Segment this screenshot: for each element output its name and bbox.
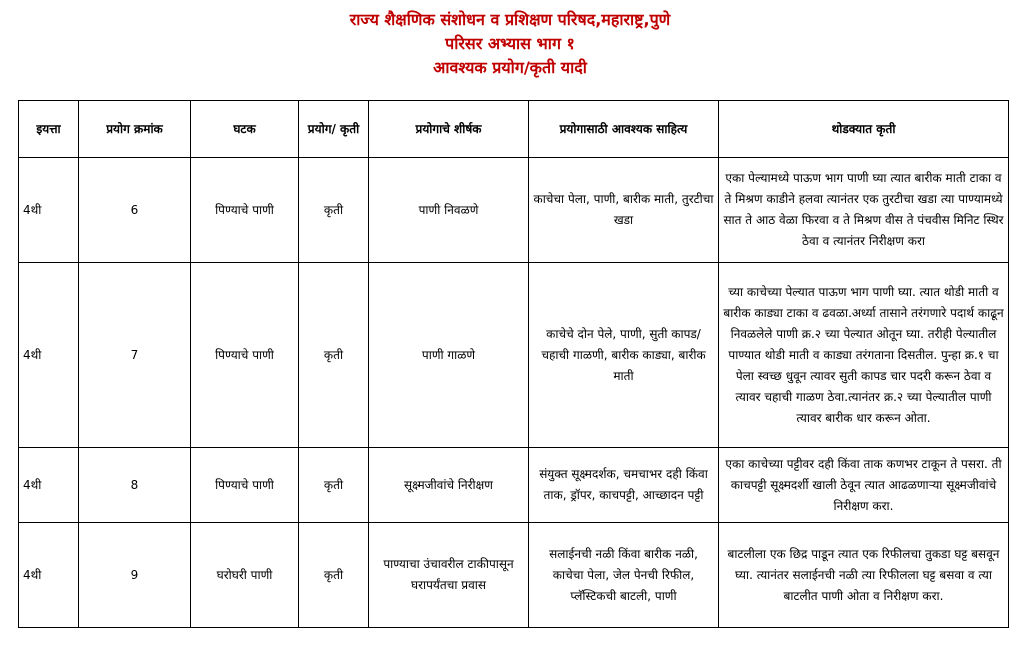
document-header (0, 0, 1020, 92)
cell-procedure: एका काचेच्या पट्टीवर दही किंवा ताक कणभर टाकून ते पसरा. ती काचपट्टी सूक्ष्मदर्शी खाली ठेवून त्यात आढळणाऱ्या सूक्ष्मजीवांचे निरीक्षण करा. (719, 448, 1009, 523)
cell-procedure: च्या काचेच्या पेल्यात पाऊण भाग पाणी घ्या. त्यात थोडी माती व बारीक काड्या टाका व ढवळा.अर्ध्या तासाने तरंगणारे पदार्थ काढून निवळलेले पाणी क्र.२ च्या पेल्यात ओतून घ्या. तरीही पेल्यातील पाण्यात थोडी माती व काड्या तरंगताना दिसतील. पुन्हा क्र.१ चा पेला स्वच्छ धुवून त्यावर सुती कापड चार पदरी करून ठेवा व त्यावर चहाची गाळण ठेवा.त्यानंतर क्र.२ च्या पेल्यातील पाणी त्यावर बारीक धार करून ओता. (719, 263, 1009, 448)
cell-materials: काचेचे दोन पेले, पाणी, सुती कापड/ चहाची गाळणी, बारीक काड्या, बारीक माती (529, 263, 719, 448)
col-header-unit: घटक (191, 101, 299, 158)
table-row (19, 263, 1009, 448)
cell-title: सूक्ष्मजीवांचे निरीक्षण (369, 448, 529, 523)
col-header-procedure: थोडक्यात कृती (719, 101, 1009, 158)
cell-type: कृती (299, 448, 369, 523)
cell-type: कृती (299, 158, 369, 263)
table-row (19, 158, 1009, 263)
cell-procedure: बाटलीला एक छिद्र पाडून त्यात एक रिफीलचा तुकडा घट्ट बसवून घ्या. त्यानंतर सलाईनची नळी त्या रिफीलला घट्ट बसवा व त्या बाटलीत पाणी ओता व निरीक्षण करा. (719, 523, 1009, 628)
col-header-grade: इयत्ता (19, 101, 79, 158)
table-header-row (19, 101, 1009, 158)
header-list-title: आवश्यक प्रयोग/कृती यादी (433, 58, 587, 77)
cell-grade: 4थी (19, 523, 79, 628)
cell-materials: संयुक्त सूक्ष्मदर्शक, चमचाभर दही किंवा ताक, ड्रॉपर, काचपट्टी, आच्छादन पट्टी (529, 448, 719, 523)
col-header-type: प्रयोग/ कृती (299, 101, 369, 158)
cell-unit: पिण्याचे पाणी (191, 158, 299, 263)
cell-number: 9 (79, 523, 191, 628)
cell-type: कृती (299, 263, 369, 448)
cell-type: कृती (299, 523, 369, 628)
cell-number: 7 (79, 263, 191, 448)
cell-materials: सलाईनची नळी किंवा बारीक नळी, काचेचा पेला, जेल पेनची रिफील, प्लॅस्टिकची बाटली, पाणी (529, 523, 719, 628)
cell-grade: 4थी (19, 448, 79, 523)
cell-unit: पिण्याचे पाणी (191, 263, 299, 448)
cell-materials: काचेचा पेला, पाणी, बारीक माती, तुरटीचा खडा (529, 158, 719, 263)
cell-number: 6 (79, 158, 191, 263)
cell-number: 8 (79, 448, 191, 523)
header-title: राज्य शैक्षणिक संशोधन व प्रशिक्षण परिषद,महाराष्ट्र,पुणे (349, 10, 671, 29)
table-row (19, 523, 1009, 628)
cell-grade: 4थी (19, 158, 79, 263)
experiments-table (18, 100, 1009, 628)
col-header-materials: प्रयोगासाठी आवश्यक साहित्य (529, 101, 719, 158)
cell-title: पाणी गाळणे (369, 263, 529, 448)
col-header-number: प्रयोग क्रमांक (79, 101, 191, 158)
header-subtitle: परिसर अभ्यास भाग १ (445, 34, 575, 53)
col-header-title: प्रयोगाचे शीर्षक (369, 101, 529, 158)
cell-procedure: एका पेल्यामध्ये पाऊण भाग पाणी घ्या त्यात बारीक माती टाका व ते मिश्रण काडीने हलवा त्यानंतर एक तुरटीचा खडा त्या पाण्यामध्ये सात ते आठ वेळा फिरवा व ते मिश्रण वीस ते पंचवीस मिनिट स्थिर ठेवा व त्यानंतर निरीक्षण करा (719, 158, 1009, 263)
table-row (19, 448, 1009, 523)
cell-title: पाण्याचा उंचावरील टाकीपासून घरापर्यंतचा प्रवास (369, 523, 529, 628)
cell-unit: घरोघरी पाणी (191, 523, 299, 628)
cell-grade: 4थी (19, 263, 79, 448)
cell-title: पाणी निवळणे (369, 158, 529, 263)
cell-unit: पिण्याचे पाणी (191, 448, 299, 523)
